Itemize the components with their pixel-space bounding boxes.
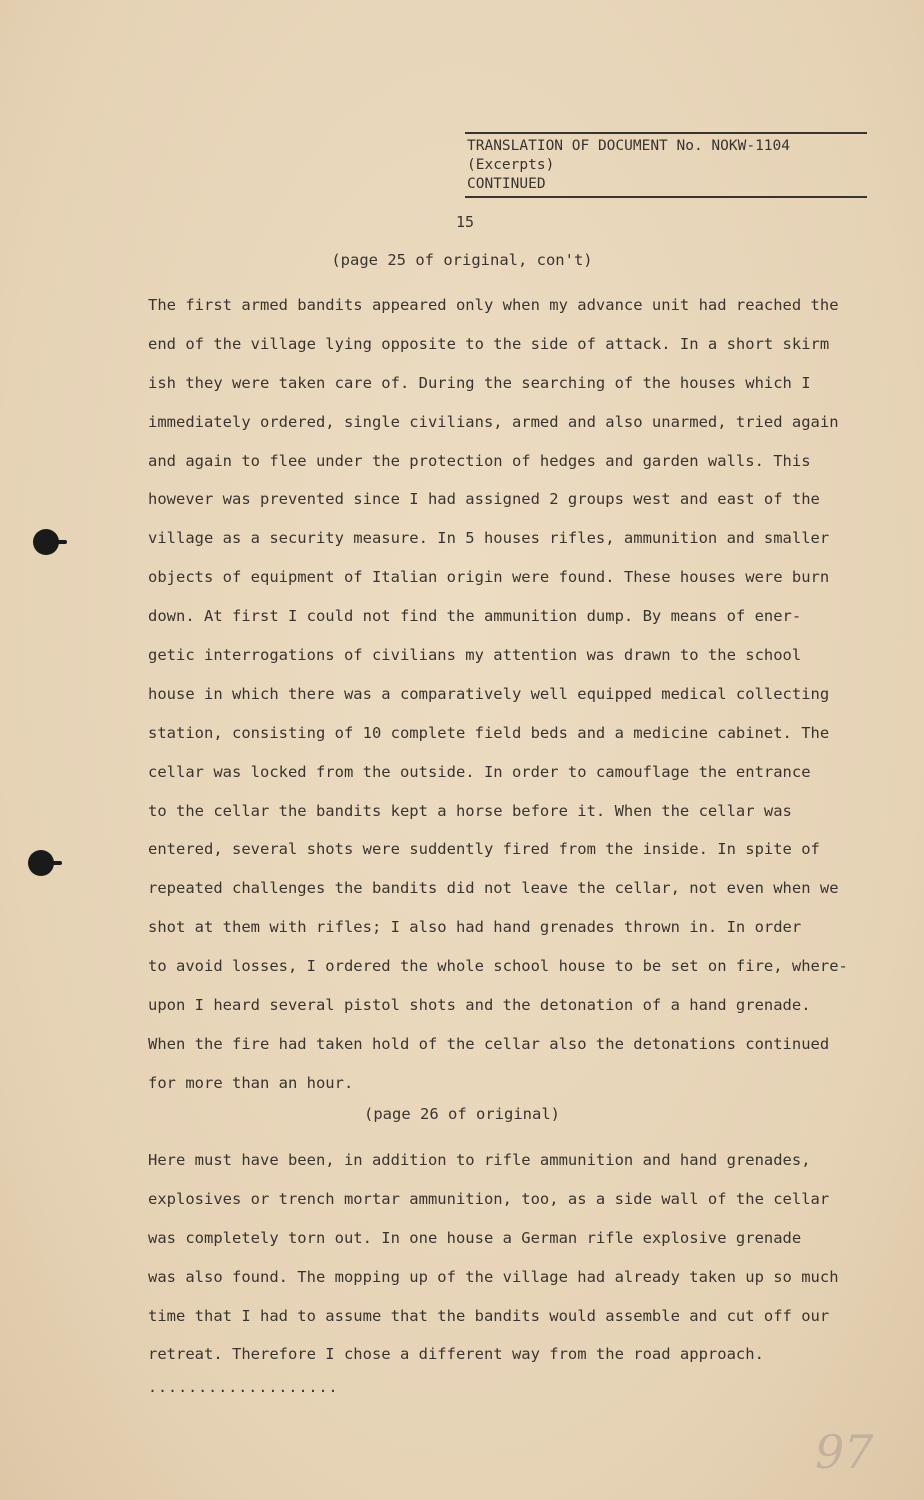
text-line: and again to flee under the protection of hedges and garden walls. This: [148, 451, 811, 470]
subheading-page-25: (page 25 of original, con't): [331, 251, 593, 269]
punch-hole: [33, 529, 59, 555]
text-line: entered, several shots were suddently fired from the inside. In spite of: [148, 840, 820, 859]
text-line: however was prevented since I had assigned 2 groups west and east of the: [148, 490, 820, 509]
text-line: end of the village lying opposite to the side of attack. In a short skirm: [148, 334, 830, 353]
text-line: explosives or trench mortar ammunition, too, as a side wall of the cellar: [148, 1189, 830, 1208]
paragraph-page-26: [148, 1141, 868, 1374]
text-line: was also found. The mopping up of the village had already taken up so much: [148, 1267, 839, 1286]
text-line: upon I heard several pistol shots and the detonation of a hand grenade.: [148, 996, 811, 1015]
header-title: TRANSLATION OF DOCUMENT No. NOKW-1104: [467, 138, 791, 154]
text-line: When the fire had taken hold of the cellar also the detonations continued: [148, 1034, 830, 1053]
text-line: village as a security measure. In 5 houses rifles, ammunition and smaller: [148, 529, 830, 548]
ellipsis-omission: ...................: [148, 1378, 339, 1396]
text-line: time that I had to assume that the bandits would assemble and cut off our: [148, 1306, 830, 1325]
text-line: getic interrogations of civilians my attention was drawn to the school: [148, 646, 802, 665]
text-line: down. At first I could not find the ammunition dump. By means of ener-: [148, 607, 802, 626]
text-line: The first armed bandits appeared only when my advance unit had reached the: [148, 296, 839, 314]
text-line: retreat. Therefore I chose a different way from the road approach.: [148, 1345, 764, 1364]
text-line: objects of equipment of Italian origin were found. These houses were burn: [148, 568, 830, 587]
text-line: was completely torn out. In one house a German rifle explosive grenade: [148, 1228, 802, 1247]
text-line: shot at them with rifles; I also had hand grenades thrown in. In order: [148, 918, 802, 937]
text-line: cellar was locked from the outside. In order to camouflage the entrance: [148, 762, 811, 781]
text-line: immediately ordered, single civilians, armed and also unarmed, tried again: [148, 412, 839, 431]
header-excerpts: (Excerpts): [467, 157, 555, 173]
subheading-page-26: (page 26 of original): [364, 1105, 560, 1123]
text-line: station, consisting of 10 complete field beds and a medicine cabinet. The: [148, 723, 830, 742]
header-continued: CONTINUED: [467, 176, 546, 192]
text-line: Here must have been, in addition to rifle ammunition and hand grenades,: [148, 1151, 811, 1169]
text-line: for more than an hour.: [148, 1073, 354, 1092]
paragraph-page-25: [148, 286, 868, 1103]
handwritten-page-number: 97: [815, 1425, 874, 1479]
text-line: ish they were taken care of. During the searching of the houses which I: [148, 373, 811, 392]
page-number: 15: [456, 213, 475, 231]
text-line: house in which there was a comparatively well equipped medical collecting: [148, 684, 830, 703]
punch-hole: [28, 850, 54, 876]
document-header: [465, 132, 867, 198]
text-line: to the cellar the bandits kept a horse before it. When the cellar was: [148, 801, 792, 820]
text-line: repeated challenges the bandits did not leave the cellar, not even when we: [148, 879, 839, 898]
text-line: to avoid losses, I ordered the whole school house to be set on fire, where-: [148, 957, 848, 976]
